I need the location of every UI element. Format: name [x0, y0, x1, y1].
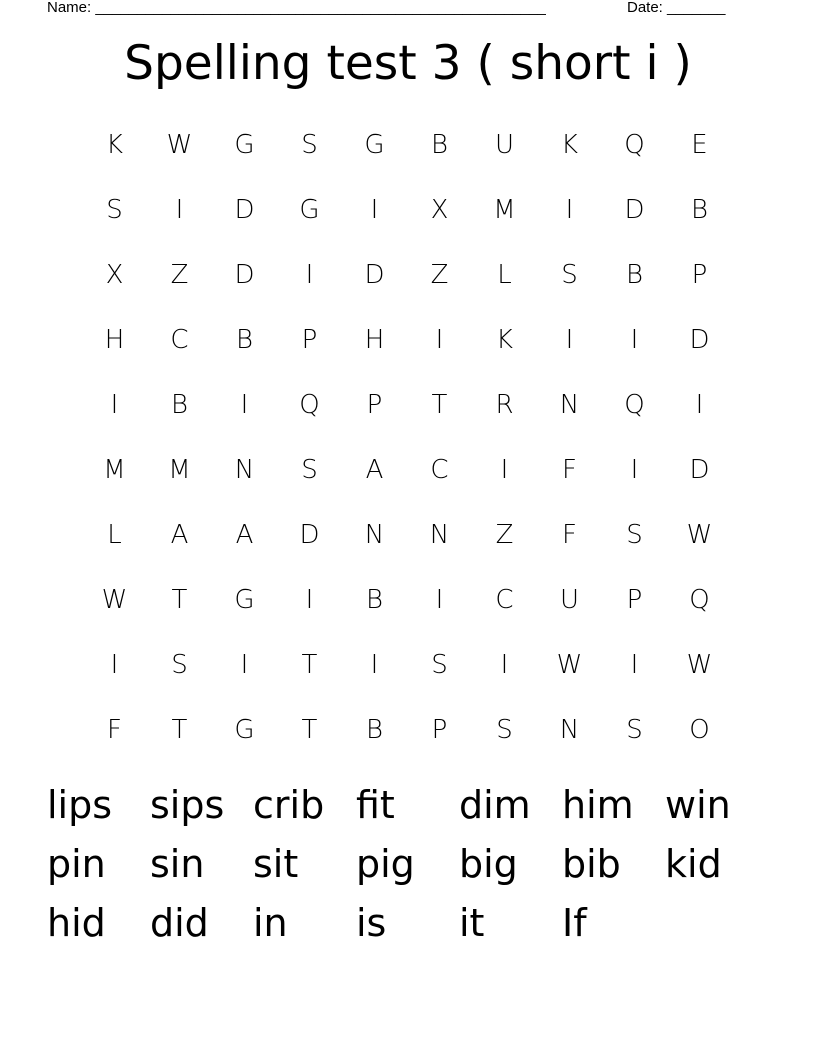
grid-letter: I: [500, 649, 509, 680]
grid-letter: Q: [689, 584, 710, 615]
grid-letter: B: [625, 259, 644, 290]
grid-letter: C: [430, 454, 449, 485]
grid-letter: I: [565, 324, 574, 355]
grid-letter: I: [370, 194, 379, 225]
grid-letter: P: [626, 584, 643, 615]
word-list-item: him: [562, 783, 634, 827]
grid-letter: A: [365, 454, 384, 485]
word-list-item: crib: [253, 783, 325, 827]
page-title: Spelling test 3 ( short i ): [124, 36, 692, 91]
word-list-item: lips: [47, 783, 113, 827]
grid-letter: I: [435, 324, 444, 355]
grid-letter: G: [234, 714, 255, 745]
word-list-item: win: [665, 783, 731, 827]
grid-letter: I: [630, 649, 639, 680]
grid-letter: Z: [430, 259, 449, 290]
word-list-item: sin: [150, 842, 205, 886]
grid-letter: G: [299, 194, 320, 225]
word-list-item: kid: [665, 842, 722, 886]
word-list-item: pig: [356, 842, 415, 886]
date-line: Date: _______: [627, 0, 726, 16]
grid-letter: I: [110, 649, 119, 680]
grid-letter: P: [301, 324, 318, 355]
grid-letter: I: [630, 454, 639, 485]
grid-letter: N: [234, 454, 255, 485]
grid-letter: M: [103, 454, 126, 485]
word-list-item: sit: [253, 842, 299, 886]
word-list-item: sips: [150, 783, 225, 827]
grid-letter: B: [365, 584, 384, 615]
word-list-item: dim: [459, 783, 531, 827]
grid-letter: N: [559, 389, 580, 420]
grid-letter: S: [301, 454, 318, 485]
word-list-item: hid: [47, 901, 106, 945]
grid-letter: S: [431, 649, 448, 680]
grid-letter: D: [299, 519, 320, 550]
grid-letter: M: [493, 194, 516, 225]
grid-letter: Z: [495, 519, 514, 550]
grid-letter: H: [104, 324, 125, 355]
grid-letter: G: [234, 584, 255, 615]
word-list-item: fit: [356, 783, 395, 827]
grid-letter: T: [301, 714, 318, 745]
grid-letter: N: [429, 519, 450, 550]
grid-letter: W: [686, 649, 713, 680]
grid-letter: U: [494, 129, 515, 160]
grid-letter: S: [626, 519, 643, 550]
grid-letter: I: [565, 194, 574, 225]
word-list-item: is: [356, 901, 387, 945]
grid-letter: B: [365, 714, 384, 745]
grid-letter: H: [364, 324, 385, 355]
word-list-item: big: [459, 842, 518, 886]
grid-letter: S: [496, 714, 513, 745]
grid-letter: T: [171, 714, 188, 745]
grid-letter: D: [689, 454, 710, 485]
grid-letter: N: [559, 714, 580, 745]
grid-letter: I: [305, 584, 314, 615]
grid-letter: C: [495, 584, 514, 615]
grid-letter: Q: [624, 389, 645, 420]
word-list-item: it: [459, 901, 485, 945]
grid-letter: P: [691, 259, 708, 290]
grid-letter: I: [110, 389, 119, 420]
grid-letter: T: [431, 389, 448, 420]
grid-letter: W: [166, 129, 193, 160]
grid-letter: Z: [170, 259, 189, 290]
grid-letter: B: [430, 129, 449, 160]
grid-letter: X: [105, 259, 124, 290]
grid-letter: Q: [624, 129, 645, 160]
grid-letter: X: [430, 194, 449, 225]
grid-letter: R: [495, 389, 514, 420]
grid-letter: E: [691, 129, 708, 160]
grid-letter: L: [497, 259, 512, 290]
grid-letter: U: [559, 584, 580, 615]
word-list-item: If: [562, 901, 587, 945]
grid-letter: I: [305, 259, 314, 290]
grid-letter: Q: [299, 389, 320, 420]
grid-letter: N: [364, 519, 385, 550]
grid-letter: S: [106, 194, 123, 225]
grid-letter: M: [168, 454, 191, 485]
grid-letter: B: [170, 389, 189, 420]
grid-letter: W: [686, 519, 713, 550]
grid-letter: T: [171, 584, 188, 615]
grid-letter: C: [170, 324, 189, 355]
grid-letter: I: [240, 389, 249, 420]
grid-letter: L: [107, 519, 122, 550]
grid-letter: F: [107, 714, 122, 745]
grid-letter: K: [495, 324, 514, 355]
grid-letter: D: [234, 259, 255, 290]
grid-letter: I: [630, 324, 639, 355]
word-list: [47, 776, 768, 953]
grid-letter: I: [240, 649, 249, 680]
grid-letter: I: [370, 649, 379, 680]
grid-letter: D: [364, 259, 385, 290]
grid-letter: D: [624, 194, 645, 225]
grid-letter: F: [562, 519, 577, 550]
grid-letter: D: [689, 324, 710, 355]
grid-letter: P: [431, 714, 448, 745]
grid-letter: I: [175, 194, 184, 225]
grid-letter: W: [101, 584, 128, 615]
grid-letter: A: [235, 519, 254, 550]
grid-letter: B: [690, 194, 709, 225]
grid-letter: W: [556, 649, 583, 680]
grid-letter: G: [364, 129, 385, 160]
grid-letter: K: [560, 129, 579, 160]
grid-letter: S: [171, 649, 188, 680]
word-list-item: did: [150, 901, 209, 945]
name-line: Name: ______________________________________________________: [47, 0, 546, 16]
grid-letter: S: [301, 129, 318, 160]
grid-letter: O: [689, 714, 710, 745]
grid-letter: I: [435, 584, 444, 615]
word-list-item: bib: [562, 842, 621, 886]
grid-letter: A: [170, 519, 189, 550]
grid-letter: S: [561, 259, 578, 290]
grid-letter: B: [235, 324, 254, 355]
grid-letter: I: [695, 389, 704, 420]
grid-letter: F: [562, 454, 577, 485]
grid-letter: D: [234, 194, 255, 225]
grid-letter: K: [105, 129, 124, 160]
grid-letter: T: [301, 649, 318, 680]
grid-letter: I: [500, 454, 509, 485]
word-list-item: in: [253, 901, 288, 945]
letter-grid: [82, 112, 732, 762]
grid-letter: G: [234, 129, 255, 160]
word-list-item: pin: [47, 842, 106, 886]
grid-letter: S: [626, 714, 643, 745]
grid-letter: P: [366, 389, 383, 420]
